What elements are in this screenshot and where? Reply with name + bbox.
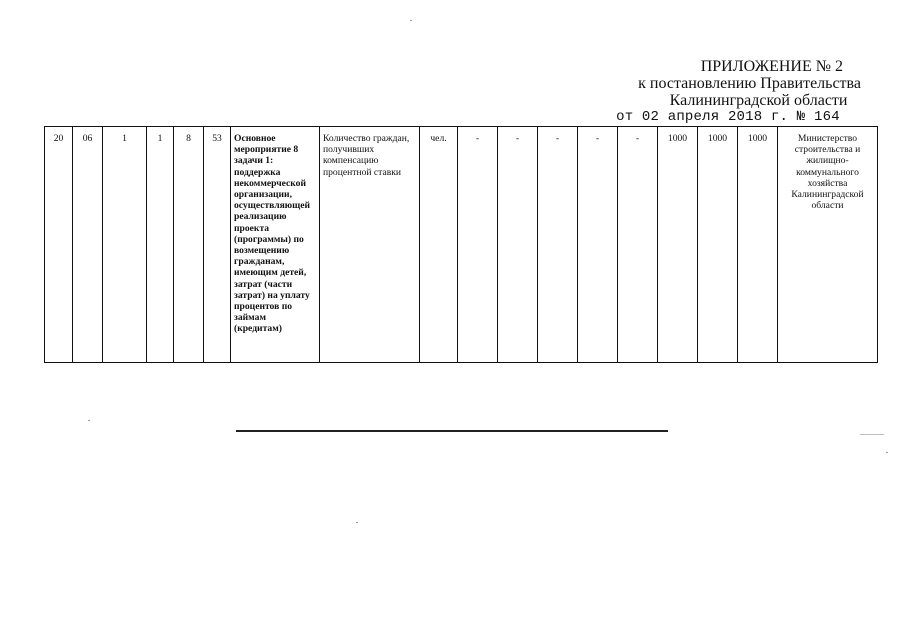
value-cell-8: 1000 [738,127,778,363]
code-cell-4: 1 [147,127,174,363]
code-cell-3: 1 [103,127,147,363]
number-sign: № [796,109,806,125]
date-year: 2018 г. [727,109,789,125]
code-cell-2: 06 [73,127,103,363]
appendix-reference: к постановлению Правительства [638,75,861,92]
scan-speck [356,522,358,523]
value-cell-7: 1000 [698,127,738,363]
scan-speck [860,434,884,435]
code-cell-5: 8 [174,127,204,363]
code-cell-6: 53 [204,127,231,363]
value-cell-2: - [498,127,538,363]
date-prefix: от [616,109,634,125]
scan-speck [88,420,90,421]
measure-cell: Основное мероприятие 8 задачи 1: поддержка некоммерческой организации, осуществляющей реализацию проекта (программы) по возмещению гражданам, имеющим детей, затрат (части затрат) на уплату процентов по займам (кредитам) [231,127,320,363]
appendix-region: Калининградской области [669,92,848,109]
date-month: апреля [667,109,720,125]
value-cell-5: - [618,127,658,363]
value-cell-1: - [458,127,498,363]
date-day: 02 [641,109,660,125]
scan-speck [410,20,412,21]
scan-speck [886,452,888,453]
table-row [45,127,878,363]
closing-rule [236,430,668,432]
value-cell-4: - [578,127,618,363]
code-cell-1: 20 [45,127,73,363]
appendix-date-line [616,109,861,126]
value-cell-6: 1000 [658,127,698,363]
program-table [44,126,878,363]
appendix-title: ПРИЛОЖЕНИЕ № 2 [700,58,843,75]
unit-cell: чел. [420,127,458,363]
appendix-header [616,58,861,126]
executor-cell: Министерство строительства и жилищно-коммунального хозяйства Калининградской области [778,127,878,363]
decree-number: 164 [814,109,840,125]
indicator-cell: Количество граждан, получивших компенсацию процентной ставки [320,127,420,363]
value-cell-3: - [538,127,578,363]
